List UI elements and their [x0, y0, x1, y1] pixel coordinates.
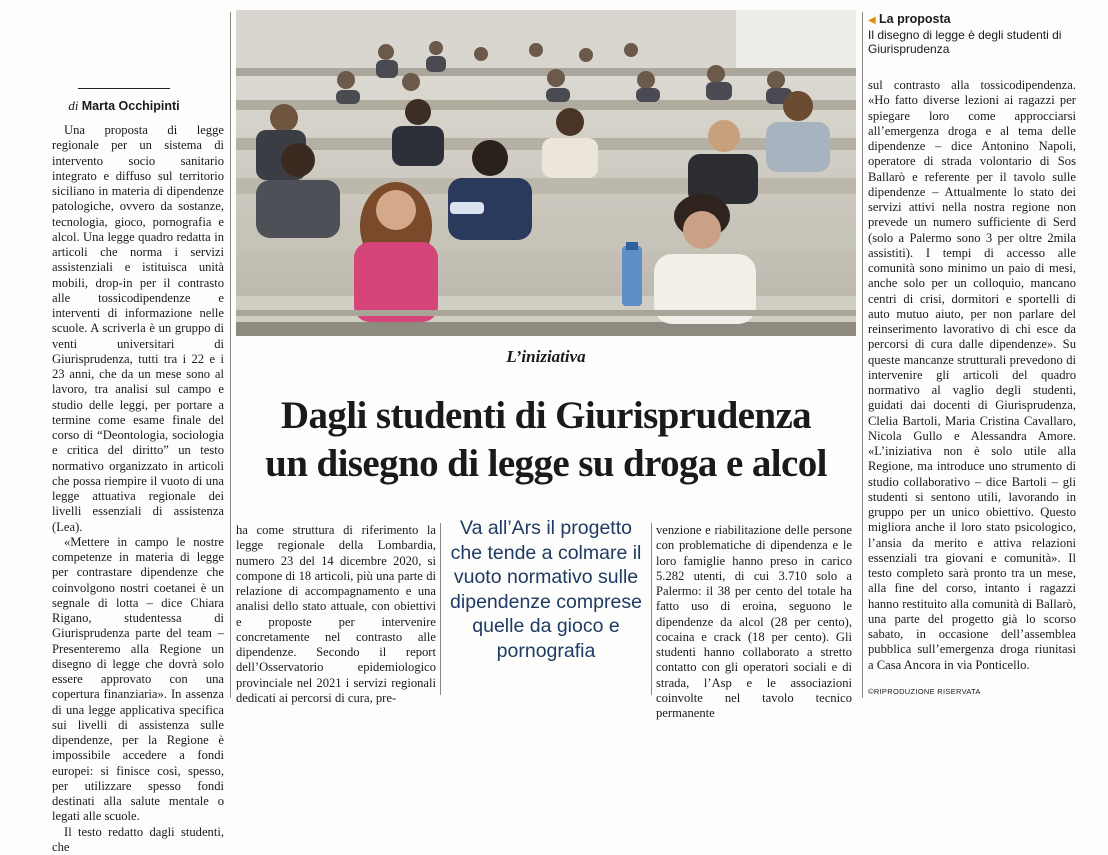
article-column-4: sul contrasto alla tossicodipendenza. «Ho fatto diverse lezioni ai ragazzi per spiegare loro come approcciarsi all’emergenza droga e al tema delle dipendenze – dice Antonino Napoli, operatore di strada volontario di Sos Ballarò e referente per il tavolo sulle dipendenze – Attualmente lo stato dei servizi attivi nella nostra regione non prevede un numero sufficiente di Serd (solo a Palermo sono 3 per oltre 2mila assistiti). I tempi di accesso alle comunità sono minimo un paio di mesi, anche solo per un colloquio, mancano centri di crisi, dormitori e sportelli di auto mutuo aiuto, per non parlare del reinserimento lavorativo di chi esce da percorsi di cura dalle dipendenze». Su queste mancanze strutturali prevedono di intervenire gli articoli del quadro normativo al vaglio degli studenti, guidati dai docenti di Giurisprudenza, Clelia Bartoli, Maria Cristina Cavallaro, Nicola Gullo e Alessandra Amore. «L’iniziativa non è solo utile alla Regione, ma introduce uno strumento di studio collaborativo – dice Bartoli – gli studenti si sentono utili, lavorando in gruppo per un unico obiettivo. Questo migliora anche il loro stato psicologico, l’ansia da merito e attiva relazioni essenziali tra giovani e comunità». Il testo completo sarà pronto tra un mese, alla fine del corso, intanto i ragazzi hanno restituito alla comunità di Ballarò, una parte del progetto già lo scorso sabato, in occasione dell’assemblea pubblica sull’emergenza droga riunitasi a Casa Ancora in via Ponticello. [868, 78, 1076, 673]
column-divider [230, 12, 231, 698]
caption-text: Il disegno di legge è degli studenti di Giurisprudenza [868, 28, 1078, 56]
photo-caption [868, 12, 1078, 56]
column-divider [862, 12, 863, 698]
kicker: L’iniziativa [236, 347, 856, 367]
deck-subheading: Va all’Ars il progetto che tende a colmare il vuoto normativo sulle dipendenze comprese quelle da gioco e pornografia [446, 516, 646, 663]
byline [56, 98, 192, 114]
column-divider [651, 523, 652, 695]
headline-line-1: Dagli studenti di Giurisprudenza [236, 392, 856, 440]
author-name: Marta Occhipinti [82, 99, 180, 113]
copyright-notice: ©RIPRODUZIONE RISERVATA [868, 687, 981, 696]
paragraph-1: Una proposta di legge regionale per un sistema di intervento socio sanitario integrato e diffuso sul territorio siciliano in materia di dipendenze patologiche, ovvero da sostanze, tecnologia, gioco, pornografia e alcol. Una legge quadro redatta in articoli che norma i servizi assistenziali e istituisca unità mobili, drop-in per il contrasto alle tossicodipendenze e interventi di informazione nelle scuole. A scriverla è un gruppo di venti universitari di Giurisprudenza, tutti tra i 22 e i 23 anni, che da un mese sono al lavoro, tra analisi sul campo e studio delle leggi, per portare a termine come esame finale del corso di “Deontologia, sociologia e critica del diritto” un testo normativo organizzato in articoli che possa riempire il vuoto di una legge attuativa regionale dei livelli essenziali di assistenza (Lea). [52, 123, 224, 535]
headline [236, 392, 856, 488]
column-divider [440, 523, 441, 695]
article-column-2: ha come struttura di riferimento la legge regionale della Lombardia, numero 23 del 14 dicembre 2020, si compone di 18 articoli, più una parte di relazione di accompagnamento e una analisi dello stato attuale, con obiettivi e proposte per intervenire concretamente nel contrasto alle dipendenze. Secondo il report dell’Osservatorio epidemiologico provinciale nel 2021 i servizi regionali dedicati ai percorsi di cura, pre- [236, 523, 436, 706]
students-illustration [236, 10, 856, 336]
caption-title: La proposta [879, 12, 951, 26]
byline-rule [78, 88, 170, 89]
article-column-3: venzione e riabilitazione delle persone con problematiche di dipendenza e le loro famiglie hanno preso in carico 5.282 utenti, di cui 3.710 solo a Palermo: il 38 per cento del totale ha fatto uso di eroina, seguono le dipendenze da alcol (28 per cento), cocaina e crack (18 per cento). Gli studenti hanno collaborato a stretto contatto con gli operatori sociali e di strada, l’Asp e le associazioni coinvolte nel tavolo tecnico permanente [656, 523, 852, 721]
byline-prefix: di [68, 98, 78, 113]
paragraph-3: Il testo redatto dagli studenti, che [52, 825, 224, 855]
article-column-1 [52, 123, 224, 855]
paragraph-2: «Mettere in campo le nostre competenze in materia di legge per contrastare dipendenze che coinvolgono nostri coetanei è un segnale di lotta – dice Chiara Rigano, studentessa di Giurisprudenza parte del team – Presenteremo alla Regione un disegno di legge che dovrà solo essere approvato con una copertura finanziaria». In assenza di una legge applicativa specifica sui livelli di assistenza sulle dipendenze, per la Regione è impossibile accedere a fondi europei: si finisce così, spesso, per utilizzare spesso fondi destinati alla salute mentale o legati alle scuole. [52, 535, 224, 825]
headline-line-2: un disegno di legge su droga e alcol [236, 440, 856, 488]
caption-arrow-icon: ◀ [868, 15, 876, 26]
lecture-hall-photo [236, 10, 856, 336]
